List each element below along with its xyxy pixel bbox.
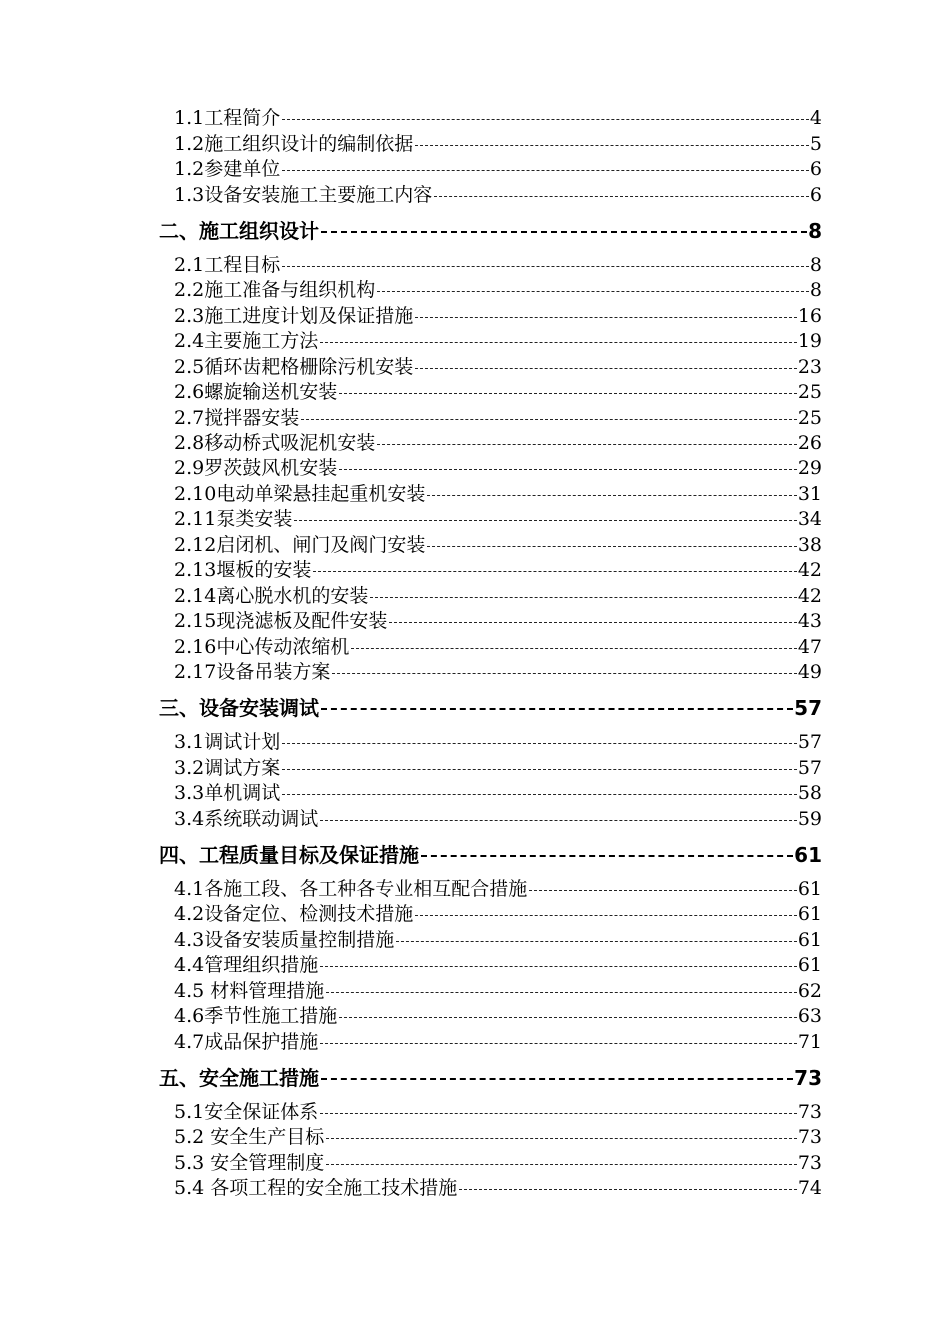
toc-section-entry[interactable]: [174, 455, 822, 481]
toc-entry-number: 4.1: [174, 878, 205, 900]
toc-section-entry[interactable]: [174, 557, 822, 583]
toc-page-number: 74: [797, 1177, 822, 1199]
toc-dot-leader: [370, 597, 796, 598]
toc-entry-number: 2.10: [174, 483, 217, 505]
toc-page-number: 73: [797, 1126, 822, 1148]
toc-page-number: 34: [797, 508, 822, 530]
toc-page-number: 61: [797, 929, 822, 951]
toc-entry-number: 2.8: [174, 432, 205, 454]
toc-dot-leader: [320, 1043, 797, 1044]
toc-dot-leader: [313, 571, 796, 572]
toc-dot-leader: [339, 469, 797, 470]
toc-entry-number: 3.4: [174, 808, 205, 830]
toc-entry-title: 施工组织设计的编制依据: [204, 133, 414, 155]
toc-entry-title: 移动桥式吸泥机安装: [204, 432, 376, 454]
toc-dot-leader: [321, 708, 793, 710]
toc-section-entry[interactable]: [174, 1029, 822, 1055]
toc-page-number: 8: [809, 279, 822, 301]
toc-entry-title: 工程简介: [204, 107, 281, 129]
toc-entry-number: 1.1: [174, 107, 205, 129]
toc-entry-title: 离心脱水机的安装: [216, 585, 369, 607]
toc-entry-title: 安全施工措施: [199, 1066, 319, 1090]
toc-entry-number: 2.6: [174, 381, 205, 403]
toc-entry-number: 三、: [159, 696, 199, 720]
toc-page-number: 47: [797, 636, 822, 658]
toc-dot-leader: [459, 1189, 797, 1190]
toc-section-entry[interactable]: [174, 506, 822, 532]
toc-entry-number: 5.2: [174, 1126, 205, 1148]
toc-entry-number: 2.16: [174, 636, 217, 658]
toc-page-number: 43: [797, 610, 822, 632]
toc-page-number: 29: [797, 457, 822, 479]
toc-dot-leader: [377, 444, 797, 445]
toc-entry-title: 设备安装质量控制措施: [204, 929, 395, 951]
toc-chapter-entry[interactable]: [159, 218, 822, 244]
toc-page-number: 61: [794, 843, 822, 867]
toc-entry-number: 1.2: [174, 158, 205, 180]
toc-entry-number: 2.14: [174, 585, 217, 607]
toc-dot-leader: [427, 546, 796, 547]
toc-entry-title: 施工准备与组织机构: [204, 279, 376, 301]
toc-section-entry[interactable]: [174, 927, 822, 953]
toc-dot-leader: [421, 855, 793, 857]
toc-entry-number: 1.2: [174, 133, 205, 155]
toc-dot-leader: [282, 743, 797, 744]
toc-section-entry[interactable]: [174, 729, 822, 755]
toc-dot-leader: [326, 992, 797, 993]
toc-entry-number: 4.6: [174, 1005, 205, 1027]
toc-section-entry[interactable]: [174, 532, 822, 558]
toc-dot-leader: [339, 393, 797, 394]
toc-page-number: 25: [797, 381, 822, 403]
toc-section-entry[interactable]: [174, 583, 822, 609]
toc-page-number: 42: [797, 585, 822, 607]
toc-page-number: 61: [797, 954, 822, 976]
toc-entry-number: 2.4: [174, 330, 205, 352]
toc-entry-number: 2.17: [174, 661, 217, 683]
toc-page-number: 4: [809, 107, 822, 129]
toc-section-entry[interactable]: [174, 901, 822, 927]
toc-section-entry[interactable]: [174, 780, 822, 806]
toc-entry-number: 二、: [159, 219, 199, 243]
toc-entry-title: 设备定位、检测技术措施: [204, 903, 414, 925]
toc-page-number: 59: [797, 808, 822, 830]
toc-entry-number: 4.4: [174, 954, 205, 976]
toc-section-entry[interactable]: [174, 379, 822, 405]
toc-page-number: 23: [797, 356, 822, 378]
toc-page-number: 49: [797, 661, 822, 683]
toc-section-entry[interactable]: [174, 1124, 822, 1150]
toc-entry-number: 2.13: [174, 559, 217, 581]
toc-dot-leader: [321, 1078, 793, 1080]
toc-section-entry[interactable]: [174, 634, 822, 660]
toc-section-entry[interactable]: [174, 405, 822, 431]
toc-section-entry[interactable]: [174, 876, 822, 902]
toc-dot-leader: [320, 820, 797, 821]
toc-dot-leader: [415, 915, 797, 916]
toc-entry-title: 设备安装施工主要施工内容: [204, 184, 433, 206]
toc-entry-number: 2.7: [174, 407, 205, 429]
toc-page-number: 73: [794, 1066, 822, 1090]
toc-dot-leader: [282, 119, 809, 120]
toc-entry-number: 五、: [159, 1066, 199, 1090]
toc-dot-leader: [294, 520, 796, 521]
toc-chapter-entry[interactable]: [159, 1065, 822, 1091]
toc-entry-title: 调试方案: [204, 757, 281, 779]
toc-entry-number: 2.15: [174, 610, 217, 632]
toc-entry-title: 系统联动调试: [204, 808, 319, 830]
toc-dot-leader: [351, 648, 796, 649]
toc-entry-title: 主要施工方法: [204, 330, 319, 352]
toc-page-number: 62: [797, 980, 822, 1002]
toc-dot-leader: [529, 890, 797, 891]
toc-dot-leader: [427, 495, 796, 496]
toc-page-number: 19: [797, 330, 822, 352]
toc-page-number: 16: [797, 305, 822, 327]
toc-section-entry[interactable]: [174, 354, 822, 380]
toc-entry-title: 工程质量目标及保证措施: [199, 843, 419, 867]
toc-page-number: 61: [797, 903, 822, 925]
toc-page-number: 5: [809, 133, 822, 155]
toc-page-number: 8: [808, 219, 822, 243]
toc-entry-title: 中心传动浓缩机: [216, 636, 350, 658]
toc-section-entry[interactable]: [174, 1175, 822, 1201]
toc-dot-leader: [415, 368, 797, 369]
toc-dot-leader: [282, 170, 809, 171]
toc-section-entry[interactable]: [174, 252, 822, 278]
toc-section-entry[interactable]: [174, 952, 822, 978]
toc-entry-title: 安全保证体系: [204, 1101, 319, 1123]
toc-dot-leader: [389, 622, 796, 623]
toc-dot-leader: [282, 266, 809, 267]
toc-entry-number: 3.3: [174, 782, 205, 804]
toc-dot-leader: [320, 342, 797, 343]
toc-page-number: 57: [794, 696, 822, 720]
toc-entry-number: 4.2: [174, 903, 205, 925]
toc-dot-leader: [320, 1113, 797, 1114]
toc-entry-number: 四、: [159, 843, 199, 867]
toc-entry-title: 调试计划: [204, 731, 281, 753]
toc-entry-number: 3.2: [174, 757, 205, 779]
toc-entry-number: 2.1: [174, 254, 205, 276]
toc-entry-title: 管理组织措施: [204, 954, 319, 976]
toc-entry-number: 4.3: [174, 929, 205, 951]
toc-section-entry[interactable]: [174, 481, 822, 507]
toc-dot-leader: [282, 794, 797, 795]
toc-entry-title: 各项工程的安全施工技术措施: [204, 1177, 458, 1199]
toc-entry-title: 安全生产目标: [204, 1126, 325, 1148]
toc-dot-leader: [326, 1138, 797, 1139]
toc-entry-title: 季节性施工措施: [204, 1005, 338, 1027]
toc-entry-number: 5.1: [174, 1101, 205, 1123]
toc-section-entry[interactable]: [174, 303, 822, 329]
toc-page-number: 6: [809, 184, 822, 206]
toc-entry-title: 堰板的安装: [216, 559, 312, 581]
toc-dot-leader: [326, 1164, 797, 1165]
toc-entry-title: 施工组织设计: [199, 219, 319, 243]
toc-page-number: 31: [797, 483, 822, 505]
toc-dot-leader: [339, 1017, 797, 1018]
toc-entry-number: 2.12: [174, 534, 217, 556]
toc-section-entry[interactable]: [174, 131, 822, 157]
toc-entry-number: 5.3: [174, 1152, 205, 1174]
toc-chapter-entry[interactable]: [159, 842, 822, 868]
toc-section-entry[interactable]: [174, 277, 822, 303]
toc-dot-leader: [415, 145, 809, 146]
toc-dot-leader: [321, 231, 807, 233]
toc-entry-number: 4.5: [174, 980, 205, 1002]
toc-chapter-entry[interactable]: [159, 695, 822, 721]
toc-dot-leader: [396, 941, 797, 942]
toc-dot-leader: [301, 419, 797, 420]
toc-entry-title: 启闭机、闸门及阀门安装: [216, 534, 426, 556]
toc-section-entry[interactable]: [174, 430, 822, 456]
toc-entry-title: 现浇滤板及配件安装: [216, 610, 388, 632]
toc-entry-number: 1.3: [174, 184, 205, 206]
toc-entry-title: 安全管理制度: [204, 1152, 325, 1174]
toc-section-entry[interactable]: [174, 1099, 822, 1125]
toc-entry-title: 循环齿耙格栅除污机安装: [204, 356, 414, 378]
toc-section-entry[interactable]: [174, 978, 822, 1004]
toc-entry-title: 设备吊装方案: [216, 661, 331, 683]
toc-section-entry[interactable]: [174, 156, 822, 182]
toc-dot-leader: [434, 196, 809, 197]
toc-page-number: 63: [797, 1005, 822, 1027]
toc-page-number: 73: [797, 1152, 822, 1174]
toc-page-number: 6: [809, 158, 822, 180]
toc-section-entry[interactable]: [174, 806, 822, 832]
toc-page-number: 26: [797, 432, 822, 454]
toc-section-entry[interactable]: [174, 755, 822, 781]
toc-page-number: 25: [797, 407, 822, 429]
toc-entry-number: 2.9: [174, 457, 205, 479]
toc-entry-title: 电动单梁悬挂起重机安装: [216, 483, 426, 505]
toc-entry-number: 5.4: [174, 1177, 205, 1199]
toc-entry-title: 参建单位: [204, 158, 281, 180]
toc-entry-title: 泵类安装: [216, 508, 293, 530]
toc-entry-title: 单机调试: [204, 782, 281, 804]
toc-page-number: 57: [797, 757, 822, 779]
toc-section-entry[interactable]: [174, 105, 822, 131]
toc-page-number: 71: [797, 1031, 822, 1053]
toc-dot-leader: [377, 291, 809, 292]
toc-section-entry[interactable]: [174, 328, 822, 354]
toc-entry-number: 2.5: [174, 356, 205, 378]
toc-entry-number: 4.7: [174, 1031, 205, 1053]
toc-section-entry[interactable]: [174, 1150, 822, 1176]
toc-dot-leader: [332, 673, 796, 674]
toc-page-number: 61: [797, 878, 822, 900]
toc-section-entry[interactable]: [174, 1003, 822, 1029]
toc-page-number: 58: [797, 782, 822, 804]
toc-page-number: 42: [797, 559, 822, 581]
toc-entry-title: 搅拌器安装: [204, 407, 300, 429]
toc-dot-leader: [320, 966, 797, 967]
toc-section-entry[interactable]: [174, 182, 822, 208]
toc-entry-title: 各施工段、各工种各专业相互配合措施: [204, 878, 528, 900]
toc-page-number: 8: [809, 254, 822, 276]
toc-entry-number: 2.2: [174, 279, 205, 301]
toc-entry-title: 工程目标: [204, 254, 281, 276]
toc-entry-title: 设备安装调试: [199, 696, 319, 720]
toc-entry-title: 螺旋输送机安装: [204, 381, 338, 403]
toc-dot-leader: [415, 317, 797, 318]
toc-page-number: 57: [797, 731, 822, 753]
toc-entry-title: 罗茨鼓风机安装: [204, 457, 338, 479]
toc-dot-leader: [282, 769, 797, 770]
toc-entry-title: 成品保护措施: [204, 1031, 319, 1053]
toc-entry-number: 3.1: [174, 731, 205, 753]
toc-section-entry[interactable]: [174, 608, 822, 634]
toc-page-number: 73: [797, 1101, 822, 1123]
toc-page-number: 38: [797, 534, 822, 556]
toc-entry-number: 2.11: [174, 508, 217, 530]
toc-entry-number: 2.3: [174, 305, 205, 327]
toc-entry-title: 施工进度计划及保证措施: [204, 305, 414, 327]
toc-section-entry[interactable]: [174, 659, 822, 685]
toc-entry-title: 材料管理措施: [204, 980, 325, 1002]
